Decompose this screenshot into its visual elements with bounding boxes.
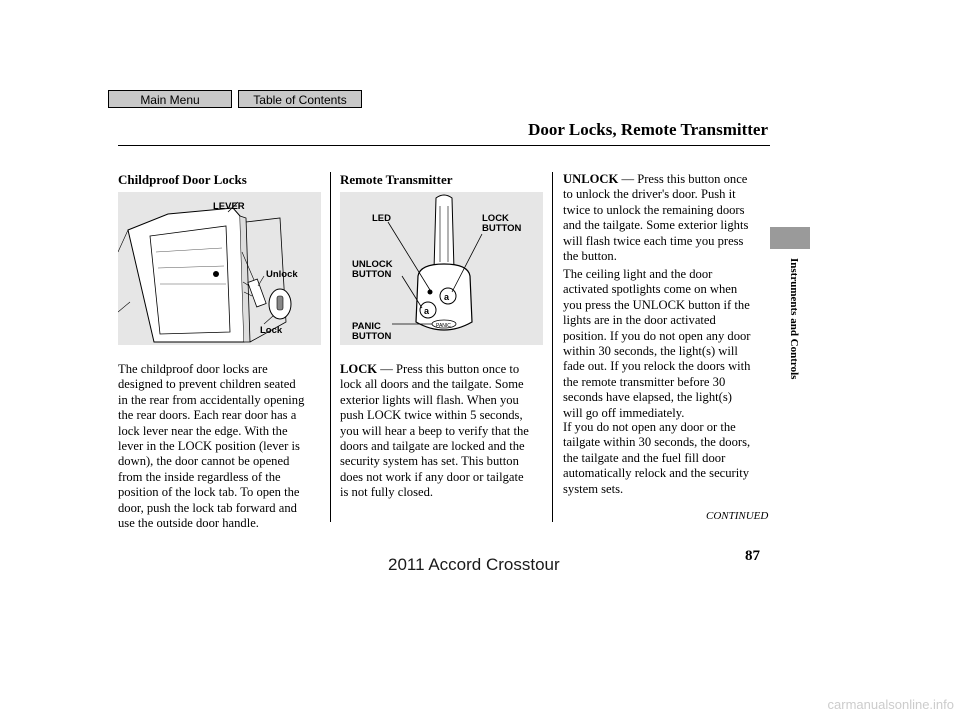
- childproof-heading: Childproof Door Locks: [118, 172, 247, 187]
- table-of-contents-button[interactable]: Table of Contents: [238, 90, 362, 108]
- led-label: LED: [372, 213, 391, 224]
- svg-text:a: a: [444, 292, 450, 302]
- section-tab: [770, 227, 810, 249]
- lock-inline-heading: LOCK: [340, 362, 378, 376]
- lock-paragraph: [340, 362, 550, 501]
- panic-button-label: PANIC BUTTON: [352, 321, 392, 342]
- lock-dash: —: [380, 362, 393, 376]
- panic-key-text: PANIC: [436, 323, 451, 329]
- remote-transmitter-figure: [340, 192, 543, 345]
- childproof-lock-figure: [118, 192, 321, 345]
- header-divider: [118, 145, 770, 146]
- unlock-dash: —: [621, 172, 635, 186]
- lock-body: Press this button once to lock all doors and the tailgate. Some exterior lights will flash. When you push LOCK twice within 5 seconds, you will hear a beep to verify that the doors and tailgate are locked and the security system has set. This button does not work if any door or tailgate is not fully closed.: [340, 362, 529, 500]
- continued-label: CONTINUED: [706, 510, 769, 522]
- unlock-body: Press this button once to unlock the driver's door. Push it twice to unlock the remaining doors and the tailgate. Some exterior lights will flash twice each time you press the button.: [563, 172, 749, 264]
- childproof-body: The childproof door locks are designed to prevent children seated in the rear from accidentally opening the rear doors. Each rear door has a lock lever near the edge. With the lever in the LOCK position (lever is down), the door cannot be opened from the inside regardless of the position of the lock tab. To open the door, push the lock tab forward and use the outside door handle.: [118, 362, 305, 531]
- main-menu-button[interactable]: Main Menu: [108, 90, 232, 108]
- page-title: Door Locks, Remote Transmitter: [528, 120, 768, 139]
- lock-label: Lock: [260, 325, 283, 336]
- lock-button-label: LOCK BUTTON: [482, 213, 522, 234]
- unlock-inline-heading: UNLOCK: [563, 172, 619, 186]
- svg-text:a: a: [424, 306, 430, 316]
- lever-label: LEVER: [213, 201, 245, 212]
- relock-paragraph: If you do not open any door or the tailgate within 30 seconds, the doors, the tailgate and the fuel fill door automatically relock and the security system sets.: [563, 420, 751, 496]
- remote-transmitter-heading: Remote Transmitter: [340, 172, 453, 187]
- column-divider-2: [552, 172, 553, 522]
- footer-title: 2011 Accord Crosstour: [388, 555, 560, 574]
- unlock-label: Unlock: [266, 269, 298, 280]
- section-side-label: Instruments and Controls: [788, 258, 800, 380]
- unlock-button-label: UNLOCK BUTTON: [352, 259, 393, 280]
- page-number: 87: [745, 548, 760, 564]
- watermark: carmanualsonline.info: [827, 697, 954, 712]
- ceiling-light-paragraph: The ceiling light and the door activated spotlights come on when you press the UNLOCK button if the lights are in the door activated position. If you do not open any door within 30 seconds, the light(s) will fade out. If you relock the doors with the remote transmitter before 30 seconds have elapsed, the light(s) will go off immediately.: [563, 267, 751, 420]
- unlock-paragraph: [563, 172, 773, 264]
- column-divider-1: [330, 172, 331, 522]
